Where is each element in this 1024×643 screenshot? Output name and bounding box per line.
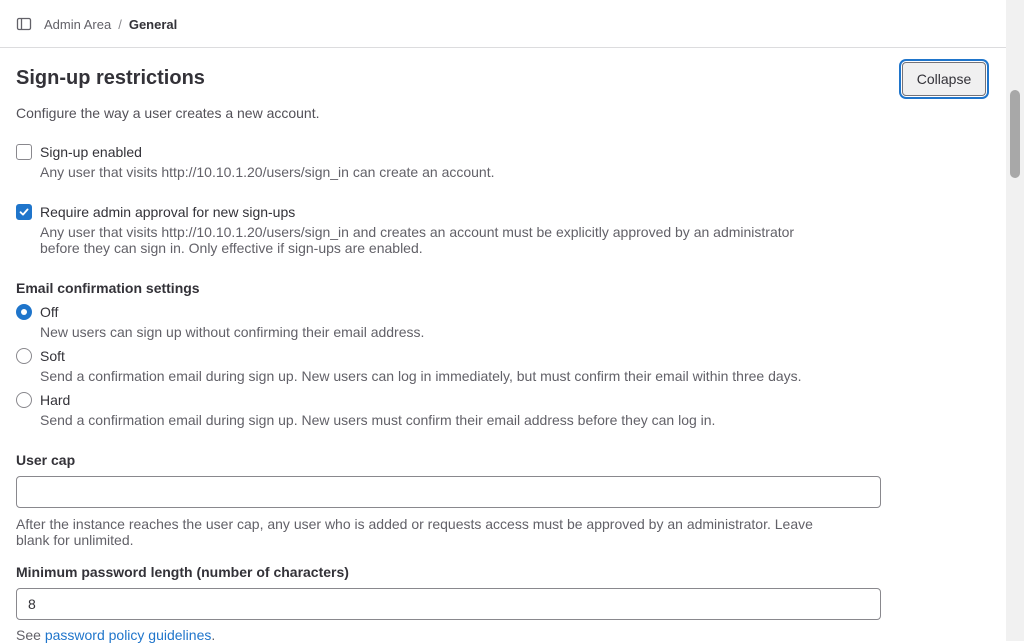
top-bar [0, 0, 1006, 48]
email-confirmation-soft-help: Send a confirmation email during sign up. New users can log in immediately, but must confirm their email within three days. [40, 368, 802, 384]
user-cap-help-line2: blank for unlimited. [16, 532, 134, 548]
checkmark-icon [18, 206, 30, 218]
user-cap-help-line1: After the instance reaches the user cap, any user who is added or requests access must be approved by an administrator. Leave [16, 516, 813, 532]
email-confirmation-hard-label[interactable]: Hard [40, 392, 71, 408]
email-confirmation-off-label[interactable]: Off [40, 304, 59, 320]
email-confirmation-hard-help: Send a confirmation email during sign up. New users must confirm their email address before they can log in. [40, 412, 716, 428]
min-password-length-input[interactable] [16, 588, 881, 620]
email-confirmation-hard-radio[interactable] [16, 392, 32, 408]
breadcrumb-admin-area[interactable]: Admin Area [44, 17, 112, 32]
collapse-button[interactable]: Collapse [902, 62, 986, 96]
signup-enabled-checkbox[interactable] [16, 144, 32, 160]
breadcrumb-general[interactable]: General [128, 17, 178, 32]
password-policy-prefix: See [16, 627, 45, 643]
section-title: Sign-up restrictions [16, 67, 205, 89]
sidebar-toggle-icon[interactable] [16, 16, 32, 32]
admin-approval-checkbox[interactable] [16, 204, 32, 220]
breadcrumb [44, 17, 177, 32]
password-policy-link[interactable]: password policy guidelines [44, 627, 212, 643]
email-confirmation-off-radio[interactable] [16, 304, 32, 320]
admin-approval-help-line1: Any user that visits http://10.10.1.20/users/sign_in and creates an account must be explicitly approved by an administrator [40, 224, 795, 240]
signup-enabled-help: Any user that visits http://10.10.1.20/users/sign_in can create an account. [40, 164, 495, 180]
section-description: Configure the way a user creates a new account. [16, 105, 320, 121]
email-confirmation-soft-radio[interactable] [16, 348, 32, 364]
breadcrumb-separator: / [118, 17, 122, 32]
email-confirmation-heading: Email confirmation settings [16, 280, 200, 296]
admin-approval-help-line2: before they can sign in. Only effective if sign-ups are enabled. [40, 240, 423, 256]
email-confirmation-soft-label[interactable]: Soft [40, 348, 65, 364]
scrollbar-thumb[interactable] [1010, 90, 1020, 178]
user-cap-input[interactable] [16, 476, 881, 508]
page-scrollbar[interactable] [1006, 0, 1024, 641]
user-cap-label: User cap [16, 452, 76, 468]
signup-enabled-label[interactable]: Sign-up enabled [40, 144, 142, 160]
password-policy-suffix: . [211, 627, 216, 643]
min-password-length-label: Minimum password length (number of characters) [16, 564, 349, 580]
email-confirmation-off-help: New users can sign up without confirming their email address. [40, 324, 425, 340]
admin-approval-label[interactable]: Require admin approval for new sign-ups [40, 204, 296, 220]
